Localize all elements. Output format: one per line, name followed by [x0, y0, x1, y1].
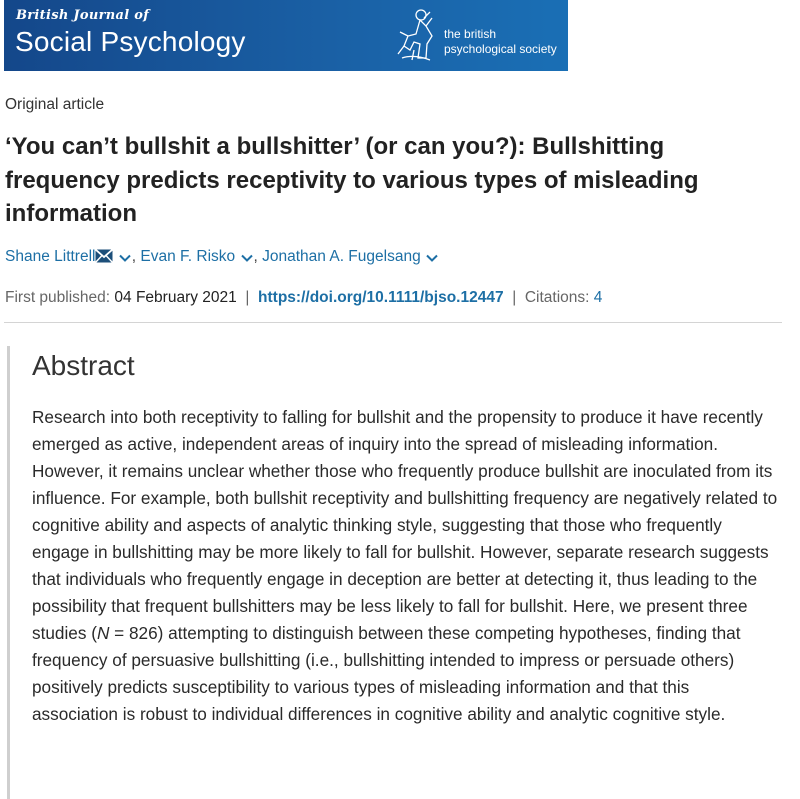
header-divider [4, 322, 782, 323]
journal-name-line2: Social Psychology [15, 26, 246, 57]
journal-banner[interactable] [4, 0, 568, 71]
sample-size-symbol: N [96, 623, 110, 643]
abstract-text-part2: attempting to distinguish between these competing hypotheses, finding that frequency of persuasive bullshitting (i.e., bullshitting intended to impress or persuade others) positively predicts susceptibility to various types of misleading information and that this association is robust to individual differences in cognitive ability and analytic cognitive style. [32, 623, 741, 724]
doi-link[interactable]: https://doi.org/10.1111/bjso.12447 [258, 289, 504, 306]
abstract-side-bar [7, 346, 10, 799]
author-link-2[interactable]: Evan F. Risko [140, 248, 236, 265]
chevron-down-icon[interactable] [240, 253, 254, 263]
envelope-icon[interactable] [95, 249, 113, 263]
author-separator: , [253, 248, 263, 265]
abstract-heading: Abstract [32, 350, 135, 381]
chevron-down-icon[interactable] [118, 253, 132, 263]
chevron-down-icon[interactable] [425, 253, 439, 263]
first-published-label: First published: [5, 289, 111, 306]
publication-info [5, 289, 602, 307]
sample-size-value: = 826) [109, 623, 164, 643]
society-line1: the british [444, 27, 497, 41]
article-title: ‘You can’t bullshit a bullshitter’ (or can you?): Bullshitting frequency predicts receptivity to various types of misleading information [5, 133, 699, 227]
first-published-date: 04 February 2021 [114, 289, 237, 306]
author-link-3[interactable]: Jonathan A. Fugelsang [262, 248, 421, 265]
citations-count[interactable]: 4 [593, 289, 603, 306]
citations-label: Citations: [524, 289, 590, 306]
abstract-text-part1: Research into both receptivity to falling for bullshit and the propensity to produce it have recently emerged as active, independent areas of inquiry into the spread of misleading information. However, it remains unclear whether those who frequently produce bullshit are inoculated from its influence. For example, both bullshit receptivity and bullshitting frequency are negatively related to cognitive ability and aspects of analytic thinking style, suggesting that those who frequently engage in bullshitting may be more likely to fall for bullshit. However, separate research suggests that individuals who frequently engage in deception are better at detecting it, thus leading to the possibility that frequent bullshitters may be less likely to fall for bullshit. Here, we present three studies ( [32, 407, 778, 643]
info-divider: | [241, 289, 254, 306]
abstract-text [32, 404, 780, 728]
society-name [444, 27, 557, 57]
society-line2: psychological society [444, 42, 557, 56]
author-list [5, 248, 439, 266]
info-divider: | [507, 289, 521, 306]
journal-name-line1: British Journal of [16, 8, 150, 23]
author-link-1[interactable]: Shane Littrell [5, 248, 96, 265]
article-type: Original article [5, 96, 105, 113]
author-separator: , [131, 248, 141, 265]
bps-logo [394, 6, 436, 64]
